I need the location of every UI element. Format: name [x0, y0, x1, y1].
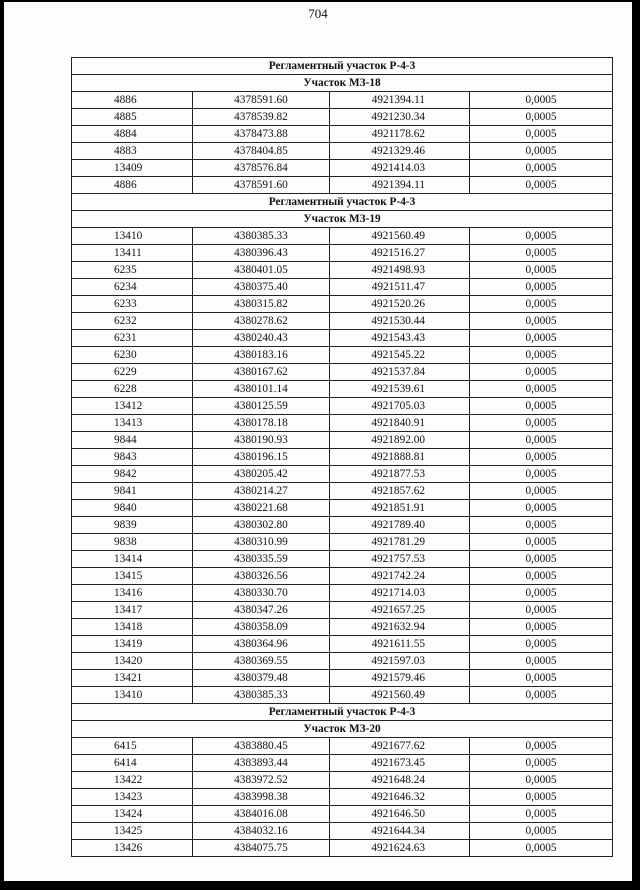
x-coordinate-cell: 4378576.84 [193, 160, 330, 177]
table-row [72, 262, 613, 279]
x-coordinate-cell: 4383998.38 [193, 789, 330, 806]
point-number-cell: 4885 [72, 109, 193, 126]
table-row [72, 279, 613, 296]
x-coordinate-cell: 4380196.15 [193, 449, 330, 466]
point-number-cell: 6414 [72, 755, 193, 772]
table-row [72, 228, 613, 245]
page-number: 704 [308, 6, 328, 21]
accuracy-cell: 0,0005 [470, 449, 613, 466]
table-row [72, 313, 613, 330]
y-coordinate-cell: 4921597.03 [330, 653, 470, 670]
x-coordinate-cell: 4380379.48 [193, 670, 330, 687]
table-row [72, 177, 613, 194]
y-coordinate-cell: 4921789.40 [330, 517, 470, 534]
accuracy-cell: 0,0005 [470, 483, 613, 500]
point-number-cell: 13425 [72, 823, 193, 840]
table-row [72, 670, 613, 687]
x-coordinate-cell: 4380278.62 [193, 313, 330, 330]
point-number-cell: 9838 [72, 534, 193, 551]
y-coordinate-cell: 4921757.53 [330, 551, 470, 568]
x-coordinate-cell: 4380375.40 [193, 279, 330, 296]
accuracy-cell: 0,0005 [470, 279, 613, 296]
y-coordinate-cell: 4921230.34 [330, 109, 470, 126]
point-number-cell: 4884 [72, 126, 193, 143]
point-number-cell: 13421 [72, 670, 193, 687]
y-coordinate-cell: 4921840.91 [330, 415, 470, 432]
y-coordinate-cell: 4921329.46 [330, 143, 470, 160]
x-coordinate-cell: 4380101.14 [193, 381, 330, 398]
table-row [72, 466, 613, 483]
x-coordinate-cell: 4380221.68 [193, 500, 330, 517]
x-coordinate-cell: 4380125.59 [193, 398, 330, 415]
table-row [72, 109, 613, 126]
y-coordinate-cell: 4921888.81 [330, 449, 470, 466]
table-row [72, 330, 613, 347]
table-row [72, 500, 613, 517]
x-coordinate-cell: 4380302.80 [193, 517, 330, 534]
y-coordinate-cell: 4921498.93 [330, 262, 470, 279]
x-coordinate-cell: 4378591.60 [193, 177, 330, 194]
point-number-cell: 13410 [72, 228, 193, 245]
x-coordinate-cell: 4384016.08 [193, 806, 330, 823]
table-row [72, 160, 613, 177]
y-coordinate-cell: 4921742.24 [330, 568, 470, 585]
section-plot-row [72, 721, 613, 738]
y-coordinate-cell: 4921414.03 [330, 160, 470, 177]
table-row [72, 840, 613, 857]
table-row [72, 551, 613, 568]
x-coordinate-cell: 4380190.93 [193, 432, 330, 449]
coordinates-table-body [72, 58, 613, 857]
y-coordinate-cell: 4921851.91 [330, 500, 470, 517]
point-number-cell: 9843 [72, 449, 193, 466]
region-title: Регламентный участок Р-4-3 [72, 704, 613, 721]
section-region-row [72, 194, 613, 211]
table-row [72, 381, 613, 398]
point-number-cell: 13409 [72, 160, 193, 177]
y-coordinate-cell: 4921543.43 [330, 330, 470, 347]
x-coordinate-cell: 4384032.16 [193, 823, 330, 840]
table-row [72, 789, 613, 806]
x-coordinate-cell: 4378473.88 [193, 126, 330, 143]
table-row [72, 364, 613, 381]
point-number-cell: 13420 [72, 653, 193, 670]
accuracy-cell: 0,0005 [470, 228, 613, 245]
accuracy-cell: 0,0005 [470, 415, 613, 432]
accuracy-cell: 0,0005 [470, 126, 613, 143]
coordinates-table [71, 57, 613, 857]
table-row [72, 738, 613, 755]
x-coordinate-cell: 4380401.05 [193, 262, 330, 279]
x-coordinate-cell: 4378404.85 [193, 143, 330, 160]
y-coordinate-cell: 4921560.49 [330, 687, 470, 704]
point-number-cell: 13414 [72, 551, 193, 568]
x-coordinate-cell: 4383893.44 [193, 755, 330, 772]
x-coordinate-cell: 4380205.42 [193, 466, 330, 483]
y-coordinate-cell: 4921537.84 [330, 364, 470, 381]
accuracy-cell: 0,0005 [470, 143, 613, 160]
point-number-cell: 6415 [72, 738, 193, 755]
table-row [72, 483, 613, 500]
x-coordinate-cell: 4378591.60 [193, 92, 330, 109]
table-row [72, 245, 613, 262]
point-number-cell: 13410 [72, 687, 193, 704]
accuracy-cell: 0,0005 [470, 619, 613, 636]
y-coordinate-cell: 4921892.00 [330, 432, 470, 449]
table-row [72, 398, 613, 415]
accuracy-cell: 0,0005 [470, 517, 613, 534]
x-coordinate-cell: 4380214.27 [193, 483, 330, 500]
y-coordinate-cell: 4921394.11 [330, 92, 470, 109]
x-coordinate-cell: 4380369.55 [193, 653, 330, 670]
point-number-cell: 9844 [72, 432, 193, 449]
accuracy-cell: 0,0005 [470, 381, 613, 398]
point-number-cell: 13422 [72, 772, 193, 789]
point-number-cell: 4886 [72, 177, 193, 194]
accuracy-cell: 0,0005 [470, 551, 613, 568]
point-number-cell: 4886 [72, 92, 193, 109]
table-row [72, 636, 613, 653]
x-coordinate-cell: 4380347.26 [193, 602, 330, 619]
table-row [72, 143, 613, 160]
x-coordinate-cell: 4380183.16 [193, 347, 330, 364]
table-row [72, 755, 613, 772]
table-row [72, 585, 613, 602]
y-coordinate-cell: 4921579.46 [330, 670, 470, 687]
y-coordinate-cell: 4921632.94 [330, 619, 470, 636]
point-number-cell: 13426 [72, 840, 193, 857]
accuracy-cell: 0,0005 [470, 177, 613, 194]
x-coordinate-cell: 4380335.59 [193, 551, 330, 568]
y-coordinate-cell: 4921648.24 [330, 772, 470, 789]
table-row [72, 92, 613, 109]
x-coordinate-cell: 4380315.82 [193, 296, 330, 313]
accuracy-cell: 0,0005 [470, 364, 613, 381]
y-coordinate-cell: 4921781.29 [330, 534, 470, 551]
x-coordinate-cell: 4383972.52 [193, 772, 330, 789]
plot-title: Участок МЗ-20 [72, 721, 613, 738]
x-coordinate-cell: 4380385.33 [193, 228, 330, 245]
y-coordinate-cell: 4921877.53 [330, 466, 470, 483]
y-coordinate-cell: 4921520.26 [330, 296, 470, 313]
accuracy-cell: 0,0005 [470, 568, 613, 585]
accuracy-cell: 0,0005 [470, 636, 613, 653]
point-number-cell: 9840 [72, 500, 193, 517]
y-coordinate-cell: 4921714.03 [330, 585, 470, 602]
point-number-cell: 13412 [72, 398, 193, 415]
table-row [72, 653, 613, 670]
accuracy-cell: 0,0005 [470, 500, 613, 517]
x-coordinate-cell: 4380385.33 [193, 687, 330, 704]
point-number-cell: 4883 [72, 143, 193, 160]
table-row [72, 347, 613, 364]
table-row [72, 517, 613, 534]
table-row [72, 772, 613, 789]
accuracy-cell: 0,0005 [470, 109, 613, 126]
x-coordinate-cell: 4380364.96 [193, 636, 330, 653]
x-coordinate-cell: 4380167.62 [193, 364, 330, 381]
accuracy-cell: 0,0005 [470, 347, 613, 364]
accuracy-cell: 0,0005 [470, 755, 613, 772]
point-number-cell: 9839 [72, 517, 193, 534]
accuracy-cell: 0,0005 [470, 602, 613, 619]
point-number-cell: 13423 [72, 789, 193, 806]
point-number-cell: 6229 [72, 364, 193, 381]
accuracy-cell: 0,0005 [470, 806, 613, 823]
plot-title: Участок МЗ-18 [72, 75, 613, 92]
point-number-cell: 6228 [72, 381, 193, 398]
accuracy-cell: 0,0005 [470, 262, 613, 279]
y-coordinate-cell: 4921178.62 [330, 126, 470, 143]
section-region-row [72, 704, 613, 721]
accuracy-cell: 0,0005 [470, 738, 613, 755]
x-coordinate-cell: 4380240.43 [193, 330, 330, 347]
accuracy-cell: 0,0005 [470, 296, 613, 313]
x-coordinate-cell: 4380326.56 [193, 568, 330, 585]
point-number-cell: 9842 [72, 466, 193, 483]
y-coordinate-cell: 4921516.27 [330, 245, 470, 262]
x-coordinate-cell: 4384075.75 [193, 840, 330, 857]
accuracy-cell: 0,0005 [470, 466, 613, 483]
x-coordinate-cell: 4383880.45 [193, 738, 330, 755]
y-coordinate-cell: 4921394.11 [330, 177, 470, 194]
point-number-cell: 13411 [72, 245, 193, 262]
accuracy-cell: 0,0005 [470, 772, 613, 789]
table-row [72, 449, 613, 466]
accuracy-cell: 0,0005 [470, 823, 613, 840]
section-region-row [72, 58, 613, 75]
x-coordinate-cell: 4380178.18 [193, 415, 330, 432]
point-number-cell: 13418 [72, 619, 193, 636]
x-coordinate-cell: 4378539.82 [193, 109, 330, 126]
point-number-cell: 13424 [72, 806, 193, 823]
point-number-cell: 6230 [72, 347, 193, 364]
point-number-cell: 13416 [72, 585, 193, 602]
table-row [72, 432, 613, 449]
x-coordinate-cell: 4380310.99 [193, 534, 330, 551]
point-number-cell: 13415 [72, 568, 193, 585]
region-title: Регламентный участок Р-4-3 [72, 194, 613, 211]
accuracy-cell: 0,0005 [470, 92, 613, 109]
table-row [72, 823, 613, 840]
x-coordinate-cell: 4380358.09 [193, 619, 330, 636]
accuracy-cell: 0,0005 [470, 330, 613, 347]
y-coordinate-cell: 4921644.34 [330, 823, 470, 840]
y-coordinate-cell: 4921646.50 [330, 806, 470, 823]
accuracy-cell: 0,0005 [470, 313, 613, 330]
y-coordinate-cell: 4921646.32 [330, 789, 470, 806]
point-number-cell: 6235 [72, 262, 193, 279]
x-coordinate-cell: 4380330.70 [193, 585, 330, 602]
accuracy-cell: 0,0005 [470, 534, 613, 551]
plot-title: Участок МЗ-19 [72, 211, 613, 228]
accuracy-cell: 0,0005 [470, 160, 613, 177]
y-coordinate-cell: 4921624.63 [330, 840, 470, 857]
table-row [72, 534, 613, 551]
y-coordinate-cell: 4921657.25 [330, 602, 470, 619]
accuracy-cell: 0,0005 [470, 432, 613, 449]
table-row [72, 602, 613, 619]
point-number-cell: 13413 [72, 415, 193, 432]
y-coordinate-cell: 4921530.44 [330, 313, 470, 330]
x-coordinate-cell: 4380396.43 [193, 245, 330, 262]
accuracy-cell: 0,0005 [470, 789, 613, 806]
table-row [72, 415, 613, 432]
table-row [72, 806, 613, 823]
table-row [72, 568, 613, 585]
y-coordinate-cell: 4921545.22 [330, 347, 470, 364]
y-coordinate-cell: 4921705.03 [330, 398, 470, 415]
y-coordinate-cell: 4921673.45 [330, 755, 470, 772]
y-coordinate-cell: 4921677.62 [330, 738, 470, 755]
y-coordinate-cell: 4921511.47 [330, 279, 470, 296]
point-number-cell: 13419 [72, 636, 193, 653]
accuracy-cell: 0,0005 [470, 245, 613, 262]
accuracy-cell: 0,0005 [470, 670, 613, 687]
accuracy-cell: 0,0005 [470, 585, 613, 602]
section-plot-row [72, 211, 613, 228]
document-page [4, 2, 632, 881]
table-row [72, 126, 613, 143]
region-title: Регламентный участок Р-4-3 [72, 58, 613, 75]
point-number-cell: 6234 [72, 279, 193, 296]
y-coordinate-cell: 4921611.55 [330, 636, 470, 653]
point-number-cell: 9841 [72, 483, 193, 500]
accuracy-cell: 0,0005 [470, 653, 613, 670]
point-number-cell: 6231 [72, 330, 193, 347]
accuracy-cell: 0,0005 [470, 687, 613, 704]
y-coordinate-cell: 4921857.62 [330, 483, 470, 500]
accuracy-cell: 0,0005 [470, 398, 613, 415]
table-row [72, 619, 613, 636]
table-row [72, 687, 613, 704]
section-plot-row [72, 75, 613, 92]
point-number-cell: 13417 [72, 602, 193, 619]
y-coordinate-cell: 4921560.49 [330, 228, 470, 245]
point-number-cell: 6233 [72, 296, 193, 313]
y-coordinate-cell: 4921539.61 [330, 381, 470, 398]
point-number-cell: 6232 [72, 313, 193, 330]
accuracy-cell: 0,0005 [470, 840, 613, 857]
table-row [72, 296, 613, 313]
